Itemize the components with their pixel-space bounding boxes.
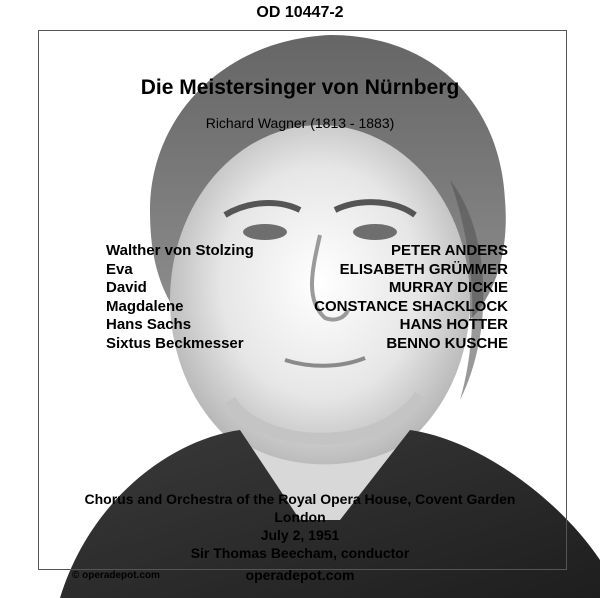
singer-name: HANS HOTTER <box>399 316 508 333</box>
cast-list <box>106 242 508 353</box>
conductor-line: Sir Thomas Beecham, conductor <box>190 545 410 561</box>
cast-row <box>106 279 508 298</box>
role-name: Magdalene <box>106 297 184 315</box>
performance-credits <box>0 490 600 562</box>
singer-name: PETER ANDERS <box>391 242 508 259</box>
catalog-number: OD 10447-2 <box>256 4 344 21</box>
role-name: Walther von Stolzing <box>106 242 254 259</box>
role-name: Sixtus Beckmesser <box>106 334 244 352</box>
copyright-notice: © operadepot.com <box>72 570 160 581</box>
singer-name: ELISABETH GRÜMMER <box>339 260 508 278</box>
cast-row <box>106 335 508 354</box>
cast-row <box>106 261 508 280</box>
cast-row <box>106 316 508 335</box>
role-name: David <box>106 279 147 296</box>
date-line: July 2, 1951 <box>260 527 340 543</box>
ensemble-line: Chorus and Orchestra of the Royal Opera House, Covent Garden <box>84 491 516 507</box>
role-name: Eva <box>106 260 133 278</box>
cast-row <box>106 242 508 261</box>
composer-line: Richard Wagner (1813 - 1883) <box>205 115 395 131</box>
cast-row <box>106 298 508 317</box>
opera-title: Die Meistersinger von Nürnberg <box>140 76 460 99</box>
singer-name: CONSTANCE SHACKLOCK <box>314 297 508 315</box>
city-line: London <box>274 509 326 525</box>
role-name: Hans Sachs <box>106 316 192 333</box>
singer-name: MURRAY DICKIE <box>388 279 508 296</box>
website-label: operadepot.com <box>245 567 355 583</box>
singer-name: BENNO KUSCHE <box>386 334 508 352</box>
